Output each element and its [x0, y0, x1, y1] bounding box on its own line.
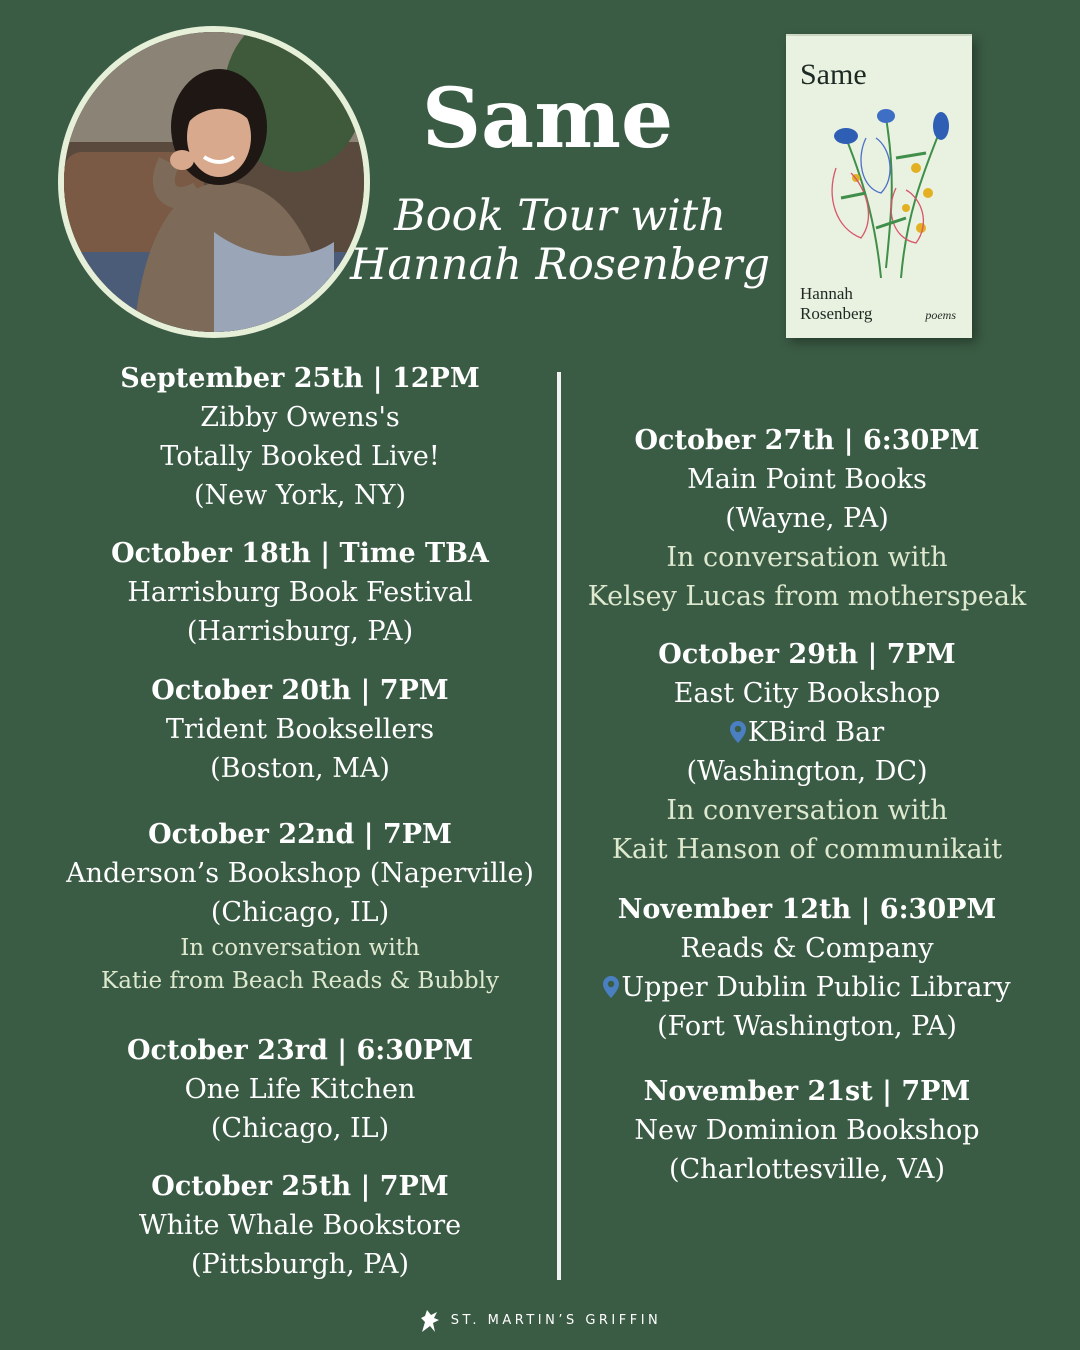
event-venue: Harrisburg Book Festival: [127, 577, 473, 608]
event-note: In conversation with: [666, 542, 948, 573]
floral-illustration-icon: [806, 98, 956, 278]
event-date: October 25th | 7PM: [151, 1171, 449, 1202]
book-cover-author-first: Hannah: [800, 284, 853, 303]
event-oct-27: [562, 421, 1052, 616]
event-venue: White Whale Bookstore: [138, 1210, 462, 1241]
event-date: October 18th | Time TBA: [111, 538, 489, 569]
book-cover-author-last: Rosenberg: [800, 304, 873, 323]
event-sub-venue-label: KBird Bar: [747, 717, 885, 748]
event-venue: Reads & Company: [680, 933, 934, 964]
map-pin-icon: [730, 721, 746, 743]
event-location: (Harrisburg, PA): [186, 616, 414, 647]
map-pin-icon: [603, 976, 619, 998]
event-date: October 23rd | 6:30PM: [127, 1035, 473, 1066]
book-cover: [786, 36, 972, 338]
event-oct-29: [562, 635, 1052, 869]
event-oct-22: [40, 815, 560, 998]
book-cover-tag: poems: [925, 308, 956, 322]
subtitle-line-1: Book Tour with: [394, 191, 726, 241]
griffin-logo-icon: [419, 1308, 441, 1334]
event-date: September 25th | 12PM: [120, 363, 480, 394]
event-note-guest: Katie from Beach Reads & Bubbly: [101, 968, 499, 994]
event-location: (Wayne, PA): [725, 503, 889, 534]
event-location: (Fort Washington, PA): [657, 1011, 957, 1042]
tour-subtitle: [340, 192, 780, 290]
event-note-guest: Kelsey Lucas from motherspeak: [587, 581, 1027, 612]
event-oct-20: [40, 671, 560, 788]
event-date: November 21st | 7PM: [643, 1076, 971, 1107]
book-cover-title: Same: [800, 58, 867, 91]
event-date: October 27th | 6:30PM: [634, 425, 980, 456]
event-venue: East City Bookshop: [673, 678, 941, 709]
event-venue-line-2: Totally Booked Live!: [160, 441, 440, 472]
event-sub-venue-label: Upper Dublin Public Library: [621, 972, 1011, 1003]
event-venue: Zibby Owens's: [200, 402, 400, 433]
event-nov-21: [562, 1072, 1052, 1189]
event-date: November 12th | 6:30PM: [617, 894, 997, 925]
event-location: (Boston, MA): [210, 753, 390, 784]
event-note: In conversation with: [180, 935, 420, 961]
event-note-guest: Kait Hanson of communikait: [611, 834, 1003, 865]
event-date: October 22nd | 7PM: [148, 819, 452, 850]
book-title: Same: [421, 71, 674, 167]
publisher-name: ST. MARTIN’S GRIFFIN: [450, 1313, 662, 1328]
event-location: (Charlottesville, VA): [668, 1154, 945, 1185]
event-location: (New York, NY): [194, 480, 406, 511]
subtitle-line-2: Hannah Rosenberg: [349, 240, 771, 290]
event-venue: One Life Kitchen: [184, 1074, 416, 1105]
event-location: (Chicago, IL): [210, 897, 390, 928]
event-date: October 29th | 7PM: [658, 639, 956, 670]
author-photo: [58, 26, 370, 338]
event-date: October 20th | 7PM: [151, 675, 449, 706]
event-sub-venue: [562, 713, 1052, 752]
event-sep-25: [40, 359, 560, 515]
event-venue: Trident Booksellers: [165, 714, 435, 745]
event-oct-23: [40, 1031, 560, 1148]
event-venue: Anderson’s Bookshop (Naperville): [66, 858, 534, 889]
event-venue: Main Point Books: [687, 464, 927, 495]
event-oct-18: [40, 534, 560, 651]
event-location: (Pittsburgh, PA): [190, 1249, 410, 1280]
book-cover-author: [800, 284, 872, 324]
event-location: (Washington, DC): [686, 756, 928, 787]
event-nov-12: [562, 890, 1052, 1046]
event-oct-25: [40, 1167, 560, 1284]
event-venue: New Dominion Bookshop: [634, 1115, 980, 1146]
event-location: (Chicago, IL): [210, 1113, 390, 1144]
event-sub-venue: [562, 968, 1052, 1007]
event-note: In conversation with: [666, 795, 948, 826]
publisher-footer: [0, 1306, 1080, 1337]
